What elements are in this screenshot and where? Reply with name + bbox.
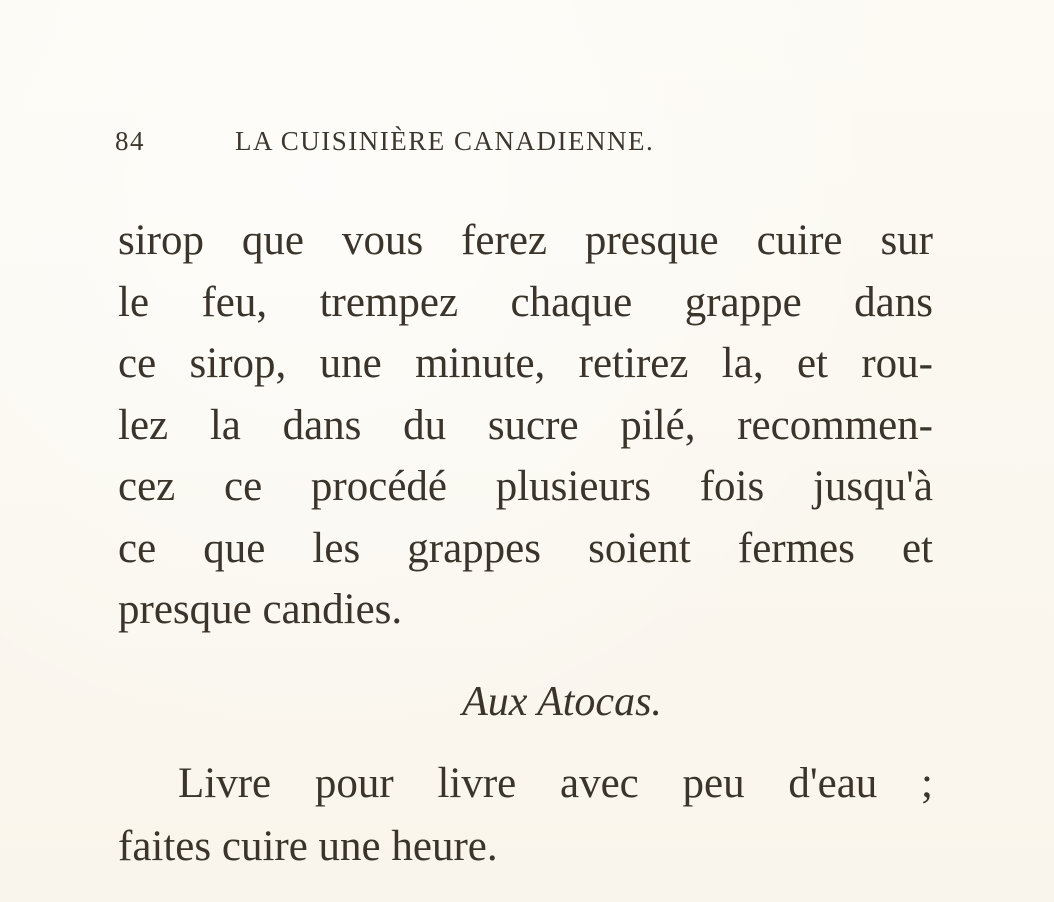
text-line: ce sirop, une minute, retirez la, et rou- xyxy=(118,340,933,387)
text-line: cez ce procédé plusieurs fois jusqu'à xyxy=(118,463,933,510)
recipe-paragraph xyxy=(118,752,938,878)
text-line: presque candies. xyxy=(118,586,403,633)
book-title: LA CUISINIÈRE CANADIENNE. xyxy=(235,126,655,156)
text-line: faites cuire une heure. xyxy=(118,823,498,870)
text-line: ce que les grappes soient fermes et xyxy=(118,524,933,572)
text-line: sirop que vous ferez presque cuire sur xyxy=(118,217,933,264)
section-heading: Aux Atocas. xyxy=(462,679,662,725)
running-head xyxy=(115,126,835,166)
body-paragraph xyxy=(118,210,938,641)
text-line: Livre pour livre avec peu d'eau ; xyxy=(178,760,933,807)
text-line: le feu, trempez chaque grappe dans xyxy=(118,278,933,326)
text-line: lez la dans du sucre pilé, recommen- xyxy=(118,401,933,449)
page-number: 84 xyxy=(115,126,145,156)
